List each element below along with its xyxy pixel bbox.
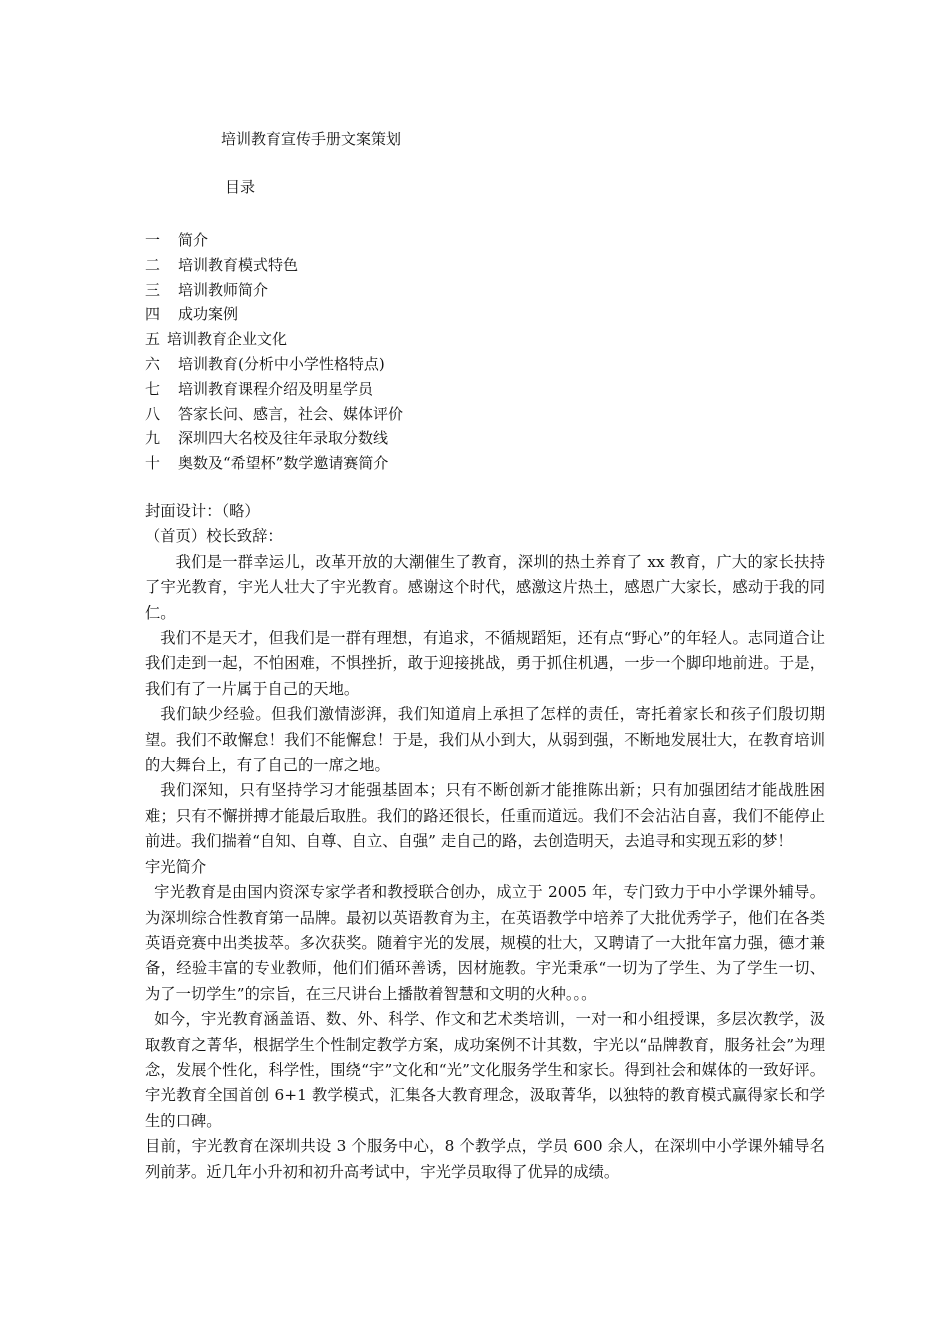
toc-item-text: 奥数及“希望杯”数学邀请赛简介 [178, 454, 389, 473]
toc-item [145, 228, 403, 253]
intro-paragraph: 如今，宇光教育涵盖语、数、外、科学、作文和艺术类培训，一对一和小组授课，多层次教学，汲取教育之菁华，根据学生个性制定教学方案，成功案例不计其数，宇光以“品牌教育，服务社会”为理念，发展个性化，科学性，围绕“宇”文化和“光”文化服务学生和家长。得到社会和媒体的一致好评。宇光教育全国首创 6+1 教学模式，汇集各大教育理念，汲取菁华，以独特的教育模式赢得家长和学生的口碑。 [145, 1010, 825, 1130]
toc-item-text: 培训教育模式特色 [178, 255, 299, 274]
intro-heading: 宇光简介 [145, 857, 207, 876]
toc-item [145, 278, 403, 303]
toc-item [145, 352, 403, 377]
toc-item-number: 二 [145, 255, 161, 274]
toc-item-number: 三 [145, 280, 161, 299]
principal-paragraph: 我们不是天才，但我们是一群有理想，有追求，不循规蹈矩，还有点“野心”的年轻人。志同道合让我们走到一起，不怕困难，不惧挫折，敢于迎接挑战，勇于抓住机遇，一步一个脚印地前进。于是，我们有了一片属于自己的天地。 [145, 629, 825, 698]
principal-heading: （首页）校长致辞： [145, 527, 283, 546]
cover-note: 封面设计：（略） [145, 502, 260, 520]
toc-item-number: 八 [145, 404, 161, 423]
toc-item-number: 五 [145, 330, 161, 349]
document-body [145, 499, 825, 1185]
toc-item-number: 七 [145, 379, 161, 398]
toc-item [145, 402, 403, 427]
intro-paragraph: 宇光教育是由国内资深专家学者和教授联合创办，成立于 2005 年，专门致力于中小学课外辅导。为深圳综合性教育第一品牌。最初以英语教育为主，在英语教学中培养了大批优秀学子，他们在各类英语竞赛中出类拔萃。多次获奖。随着宇光的发展，规模的壮大，又聘请了一大批年富力强，德才兼备，经验丰富的专业教师，他们们循环善诱，因材施教。宇光秉承“一切为了学生、为了学生一切、为了一切学生”的宗旨，在三尺讲台上播散着智慧和文明的火种。。。 [145, 883, 825, 1003]
toc-item-text: 答家长问、感言，社会、媒体评价 [178, 404, 404, 423]
toc-item-text: 培训教育企业文化 [167, 330, 288, 349]
principal-paragraph: 我们是一群幸运儿，改革开放的大潮催生了教育，深圳的热土养育了 xx 教育，广大的家长扶持了宇光教育，宇光人壮大了宇光教育。感谢这个时代，感激这片热土，感恩广大家长，感动于我的同仁。 [145, 552, 825, 622]
toc-item [145, 451, 403, 476]
toc-item-text: 深圳四大名校及往年录取分数线 [178, 429, 389, 448]
toc-item-text: 成功案例 [178, 305, 239, 324]
toc-item-text: 简介 [178, 231, 209, 249]
toc-item [145, 302, 403, 327]
toc-item-text: 培训教育课程介绍及明星学员 [178, 379, 374, 398]
table-of-contents [145, 228, 403, 476]
toc-item [145, 327, 403, 352]
principal-paragraph: 我们缺少经验。但我们激情澎湃，我们知道肩上承担了怎样的责任，寄托着家长和孩子们殷切期望。我们不敢懈怠！我们不能懈怠！于是，我们从小到大，从弱到强，不断地发展壮大，在教育培训的大舞台上，有了自己的一席之地。 [145, 705, 825, 775]
toc-item-number: 六 [145, 354, 161, 373]
toc-item-number: 九 [145, 429, 161, 448]
toc-item-number: 一 [145, 231, 161, 249]
intro-paragraph: 目前，宇光教育在深圳共设 3 个服务中心，8 个教学点，学员 600 余人，在深圳中小学课外辅导名列前茅。近几年小升初和初升高考试中，宇光学员取得了优异的成绩。 [145, 1137, 825, 1181]
principal-paragraph: 我们深知，只有坚持学习才能强基固本；只有不断创新才能推陈出新；只有加强团结才能战胜困难；只有不懈拼搏才能最后取胜。我们的路还很长，任重而道远。我们不会沾沾自喜，我们不能停止前进。我们揣着“自知、自尊、自立、自强” 走自己的路，去创造明天，去追寻和实现五彩的梦！ [145, 781, 825, 851]
toc-heading: 目录 [225, 178, 256, 196]
toc-item [145, 377, 403, 402]
toc-item-number: 四 [145, 305, 161, 324]
toc-item-text: 培训教育(分析中小学性格特点) [178, 354, 385, 373]
toc-item [145, 426, 403, 451]
toc-item [145, 253, 403, 278]
toc-item-text: 培训教师简介 [178, 280, 269, 299]
toc-item-number: 十 [145, 454, 161, 473]
document-title: 培训教育宣传手册文案策划 [221, 130, 402, 148]
